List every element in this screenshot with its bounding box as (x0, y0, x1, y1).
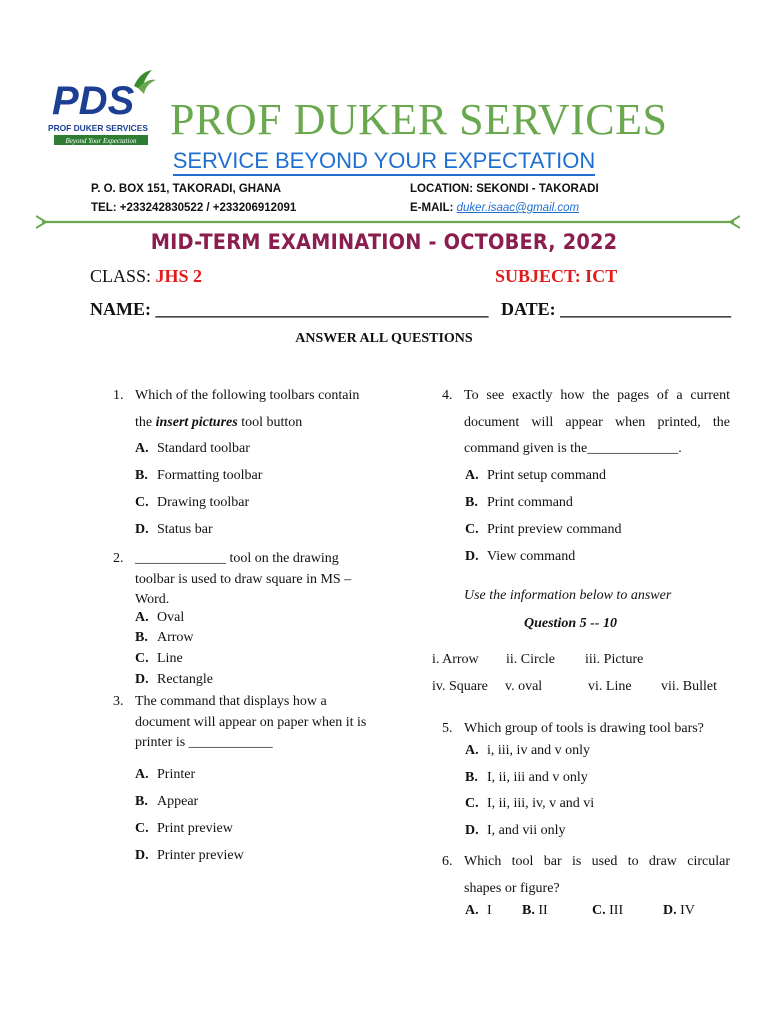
option-1c[interactable]: C. Drawing toolbar (135, 495, 250, 510)
emphasized-term: insert pictures (155, 414, 238, 430)
class-label: CLASS: (90, 266, 156, 286)
instruction: ANSWER ALL QUESTIONS (295, 331, 473, 346)
company-tagline: SERVICE BEYOND YOUR EXPECTATION (173, 148, 596, 176)
legend-item: ii. Circle (506, 652, 555, 667)
question-number: 6. (442, 854, 453, 869)
option-1b[interactable]: B. Formatting toolbar (135, 468, 263, 483)
telephone: TEL: +233242830522 / +233206912091 (91, 202, 297, 214)
option-3c[interactable]: C. Print preview (135, 821, 233, 836)
question-text: _____________ tool on the drawing (135, 551, 339, 566)
date-field[interactable]: DATE: ___________________ (501, 299, 732, 319)
subject-label: SUBJECT: ICT (495, 266, 618, 286)
question-number: 3. (113, 694, 124, 709)
option-3b[interactable]: B. Appear (135, 794, 199, 809)
legend-item: v. oval (505, 679, 543, 694)
question-number: 4. (442, 388, 453, 403)
question-text: The command that displays how a (135, 694, 327, 709)
option-4d[interactable]: D. View command (465, 549, 576, 564)
question-number: 2. (113, 551, 124, 566)
option-6c[interactable]: C. III (592, 903, 624, 918)
address: P. O. BOX 151, TAKORADI, GHANA (91, 183, 281, 195)
option-5c[interactable]: C. I, ii, iii, iv, v and vi (465, 796, 595, 811)
class-value: JHS 2 (155, 266, 203, 286)
email-row (410, 202, 579, 214)
option-3a[interactable]: A. Printer (135, 767, 196, 782)
option-5a[interactable]: A. i, iii, iv and v only (465, 743, 591, 758)
option-6a[interactable]: A. I (465, 903, 492, 918)
option-6d[interactable]: D. IV (663, 903, 695, 918)
question-text: Which of the following toolbars contain (135, 388, 360, 403)
exam-title: MID-TERM EXAMINATION - OCTOBER, 2022 (150, 230, 618, 254)
question-1: 1. Which of the following toolbars contain the insert pictures tool button (113, 383, 403, 436)
option-1a[interactable]: A. Standard toolbar (135, 441, 250, 456)
info-instruction: Use the information below to answer (464, 588, 672, 603)
question-6: 6. Which tool bar is used to draw circular shapes or figure? (442, 849, 730, 902)
logo-tagline: Beyond Your Expectation (65, 137, 137, 145)
company-logo (48, 68, 160, 148)
option-2a[interactable]: A. Oval (135, 610, 185, 625)
header-divider (36, 214, 740, 230)
question-number: 5. (442, 721, 453, 736)
question-text: Which tool bar is used to draw circular (464, 854, 730, 869)
option-2d[interactable]: D. Rectangle (135, 672, 213, 687)
legend-item: i. Arrow (432, 652, 479, 667)
option-5b[interactable]: B. I, ii, iii and v only (465, 770, 588, 785)
location: LOCATION: SEKONDI - TAKORADI (410, 183, 599, 195)
legend-item: vi. Line (588, 679, 632, 694)
question-4: 4. To see exactly how the pages of a current document will appear when printed, the command given is the_____________. (442, 383, 730, 463)
legend-item: vii. Bullet (661, 679, 717, 694)
option-6b[interactable]: B. II (522, 903, 548, 918)
question-text: To see exactly how the pages of a current (464, 388, 730, 403)
question-number: 1. (113, 388, 124, 403)
question-5 (442, 716, 732, 743)
legend-item: iii. Picture (585, 652, 644, 667)
name-field[interactable]: NAME: _____________________________________ (90, 299, 489, 319)
option-5d[interactable]: D. I, and vii only (465, 823, 566, 838)
svg-text:PDS: PDS (52, 79, 135, 123)
option-1d[interactable]: D. Status bar (135, 522, 213, 537)
option-2b[interactable]: B. Arrow (135, 630, 194, 645)
question-text: Which group of tools is drawing tool bars? (464, 721, 704, 736)
class-row (90, 266, 202, 287)
email-link[interactable]: duker.isaac@gmail.com (456, 202, 580, 214)
option-3d[interactable]: D. Printer preview (135, 848, 244, 863)
option-4c[interactable]: C. Print preview command (465, 522, 622, 537)
option-4b[interactable]: B. Print command (465, 495, 573, 510)
question-3: 3. The command that displays how a document will appear on paper when it is printer is ____________ (113, 694, 367, 750)
question-2: 2. _____________ tool on the drawing toolbar is used to draw square in MS – Word. (113, 551, 352, 607)
option-4a[interactable]: A. Print setup command (465, 468, 606, 483)
option-2c[interactable]: C. Line (135, 651, 183, 666)
info-question-range: Question 5 -- 10 (524, 616, 617, 631)
logo-subtitle: PROF DUKER SERVICES (48, 123, 148, 133)
company-name: PROF DUKER SERVICES (170, 95, 668, 144)
email-label: E-MAIL: (410, 202, 457, 214)
legend-item: iv. Square (432, 679, 488, 694)
